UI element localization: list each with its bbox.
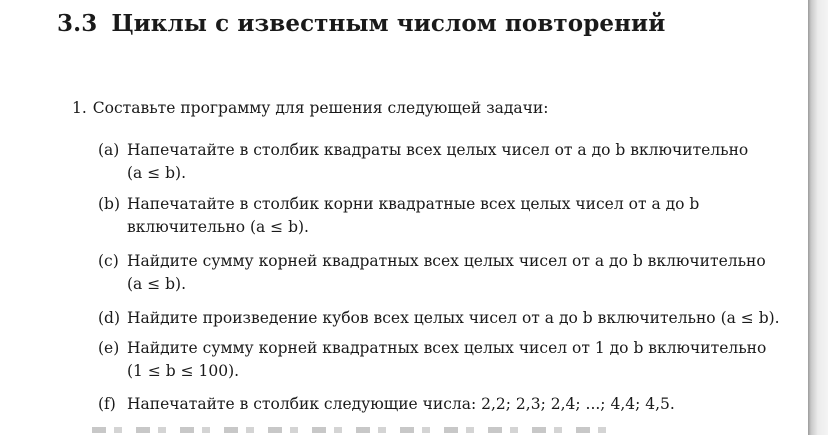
task-text: Составьте программу для решения следующей задачи: [92, 99, 549, 117]
subtask-label: (e) [98, 339, 120, 357]
subtask-d [98, 307, 780, 330]
cut-off-next-line [92, 427, 612, 433]
subtask-a [98, 139, 749, 185]
subtask-f [98, 393, 684, 416]
subtask-label: (a) [98, 141, 120, 159]
subtask-text-line2: (a ≤ b). [127, 164, 187, 182]
page-edge-shadow [808, 0, 828, 435]
subtask-label: (b) [98, 195, 121, 213]
subtask-text-line1: Найдите сумму корней квадратных всех целых чисел от a до b включительно [127, 252, 766, 270]
subtask-text-line1: Найдите произведение кубов всех целых чисел от a до b включительно (a ≤ b). [127, 309, 780, 327]
section-number: 3.3 [57, 10, 98, 37]
task-statement [72, 99, 548, 117]
task-number: 1. [72, 99, 87, 117]
subtask-text-line2: (1 ≤ b ≤ 100). [127, 362, 240, 380]
subtask-text-line1: Найдите сумму корней квадратных всех целых чисел от 1 до b включительно [127, 339, 767, 357]
subtask-label: (f) [98, 395, 116, 413]
section-heading [57, 10, 665, 37]
subtask-c [98, 250, 766, 296]
subtask-label: (c) [98, 252, 119, 270]
subtask-b [98, 193, 700, 239]
subtask-text-line1: Напечатайте в столбик следующие числа: 2,2; 2,3; 2,4; ...; 4,4; 4,5. [127, 395, 675, 413]
subtask-text-line1: Напечатайте в столбик корни квадратные всех целых чисел от a до b [127, 195, 700, 213]
subtask-text-line1: Напечатайте в столбик квадраты всех целых чисел от a до b включительно [127, 141, 749, 159]
section-title: Циклы с известным числом повторений [111, 10, 666, 37]
subtask-text-line2: включительно (a ≤ b). [127, 218, 309, 236]
subtask-text-line2: (a ≤ b). [127, 275, 187, 293]
subtask-e [98, 337, 767, 383]
subtask-label: (d) [98, 309, 121, 327]
